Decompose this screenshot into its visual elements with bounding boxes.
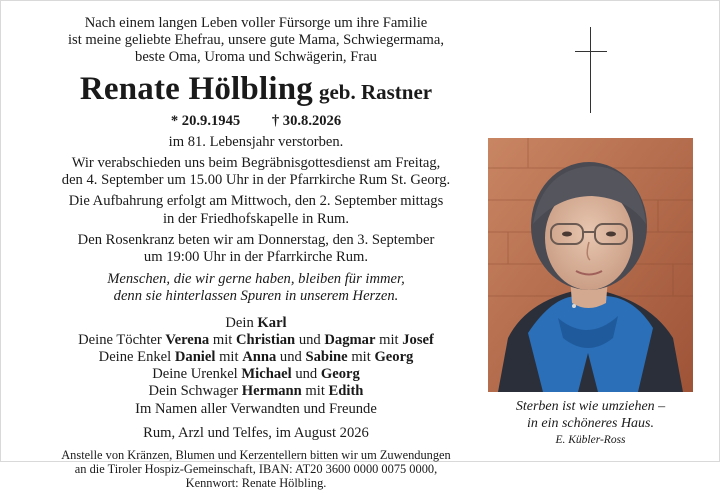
family-member-name: Georg [320,366,360,383]
cross-icon [575,27,607,113]
viewing-line: Die Aufbahrung erfolgt am Mittwoch, den 2. September mittags [68,193,444,210]
family-grandchildren [21,349,491,366]
funeral-info [21,155,491,189]
family-connector: mit [351,349,371,366]
family-prefix: Dein Schwager [148,383,239,400]
family-member-name: Edith [328,383,364,400]
family-prefix: Deine Töchter [78,331,162,348]
family-connector: und [295,366,318,383]
family-member-name: Georg [374,349,414,366]
family-member-name: Verena [165,331,210,348]
birth-date: * 20.9.1945 [170,112,241,129]
family-connector: mit [379,331,399,348]
family-connector: und [279,349,302,366]
family-prefix: Deine Enkel [98,349,172,366]
age-line: im 81. Lebensjahr verstorben. [168,133,344,150]
side-quote-line: in ein schöneres Haus. [526,415,655,431]
side-quote-author: E. Kübler-Ross [555,434,626,446]
donation-line: Anstelle von Kränzen, Blumen und Kerzentellern bitten wir um Zuwendungen [61,448,451,463]
donation-line: Kennwort: Renate Hölbling. [185,476,327,491]
donation-request [21,448,491,491]
rosary-line: Den Rosenkranz beten wir am Donnerstag, den 3. September [77,231,435,248]
family-connector: mit [305,383,325,400]
portrait-photo [488,138,693,392]
intro-line: Nach einem langen Leben voller Fürsorge um ihre Familie [84,15,428,31]
family-daughters [21,332,491,349]
family-member-name: Hermann [241,383,302,400]
intro-line: beste Oma, Uroma und Schwägerin, Frau [135,49,377,66]
quote-line: Menschen, die wir gerne haben, bleiben für immer, [107,271,405,288]
family-list [21,315,491,418]
family-brother-in-law [21,383,491,400]
deceased-name-line [21,72,491,112]
family-member-name: Sabine [305,349,348,366]
family-prefix: Dein [225,314,254,331]
place-date: Rum, Arzl und Telfes, im August 2026 [143,424,369,441]
family-member-name: Josef [402,331,434,348]
family-member-name: Dagmar [324,331,376,348]
family-connector: mit [219,349,239,366]
funeral-line: Wir verabschieden uns beim Begräbnisgottesdienst am Freitag, [71,155,441,172]
deceased-name: Renate Hölbling [79,70,313,107]
family-husband [21,315,491,332]
maiden-name: geb. Rastner [318,79,433,104]
family-member-name: Christian [235,331,296,348]
death-date: † 30.8.2026 [271,112,342,129]
viewing-line: in der Friedhofskapelle in Rum. [162,210,350,227]
intro-text [21,15,491,67]
donation-line: an die Tiroler Hospiz-Gemeinschaft, IBAN: AT20 3600 0000 0075 0000, [74,462,438,477]
portrait-illustration [488,138,693,392]
rosary-info [21,232,491,266]
family-connector: und [298,331,321,348]
family-prefix: Deine Urenkel [152,366,238,383]
side-quote [488,399,693,448]
family-member-name: Daniel [174,349,216,366]
funeral-line: den 4. September um 15.00 Uhr in der Pfarrkirche Rum St. Georg. [61,172,451,189]
memorial-quote [21,271,491,305]
side-quote-line: Sterben ist wie umziehen – [515,399,666,414]
family-member-name: Karl [257,314,287,331]
family-connector: mit [212,331,233,348]
family-great-grandchildren [21,366,491,383]
family-member-name: Michael [241,366,292,383]
life-dates [21,113,491,130]
family-others: Im Namen aller Verwandten und Freunde [135,400,377,417]
quote-line: denn sie hinterlassen Spuren in unserem Herzen. [113,288,399,305]
family-member-name: Anna [242,349,277,366]
intro-line: ist meine geliebte Ehefrau, unsere gute Mama, Schwiegermama, [67,32,445,49]
obituary-text [21,15,491,491]
viewing-info [21,193,491,227]
rosary-line: um 19:00 Uhr in der Pfarrkirche Rum. [143,249,369,266]
